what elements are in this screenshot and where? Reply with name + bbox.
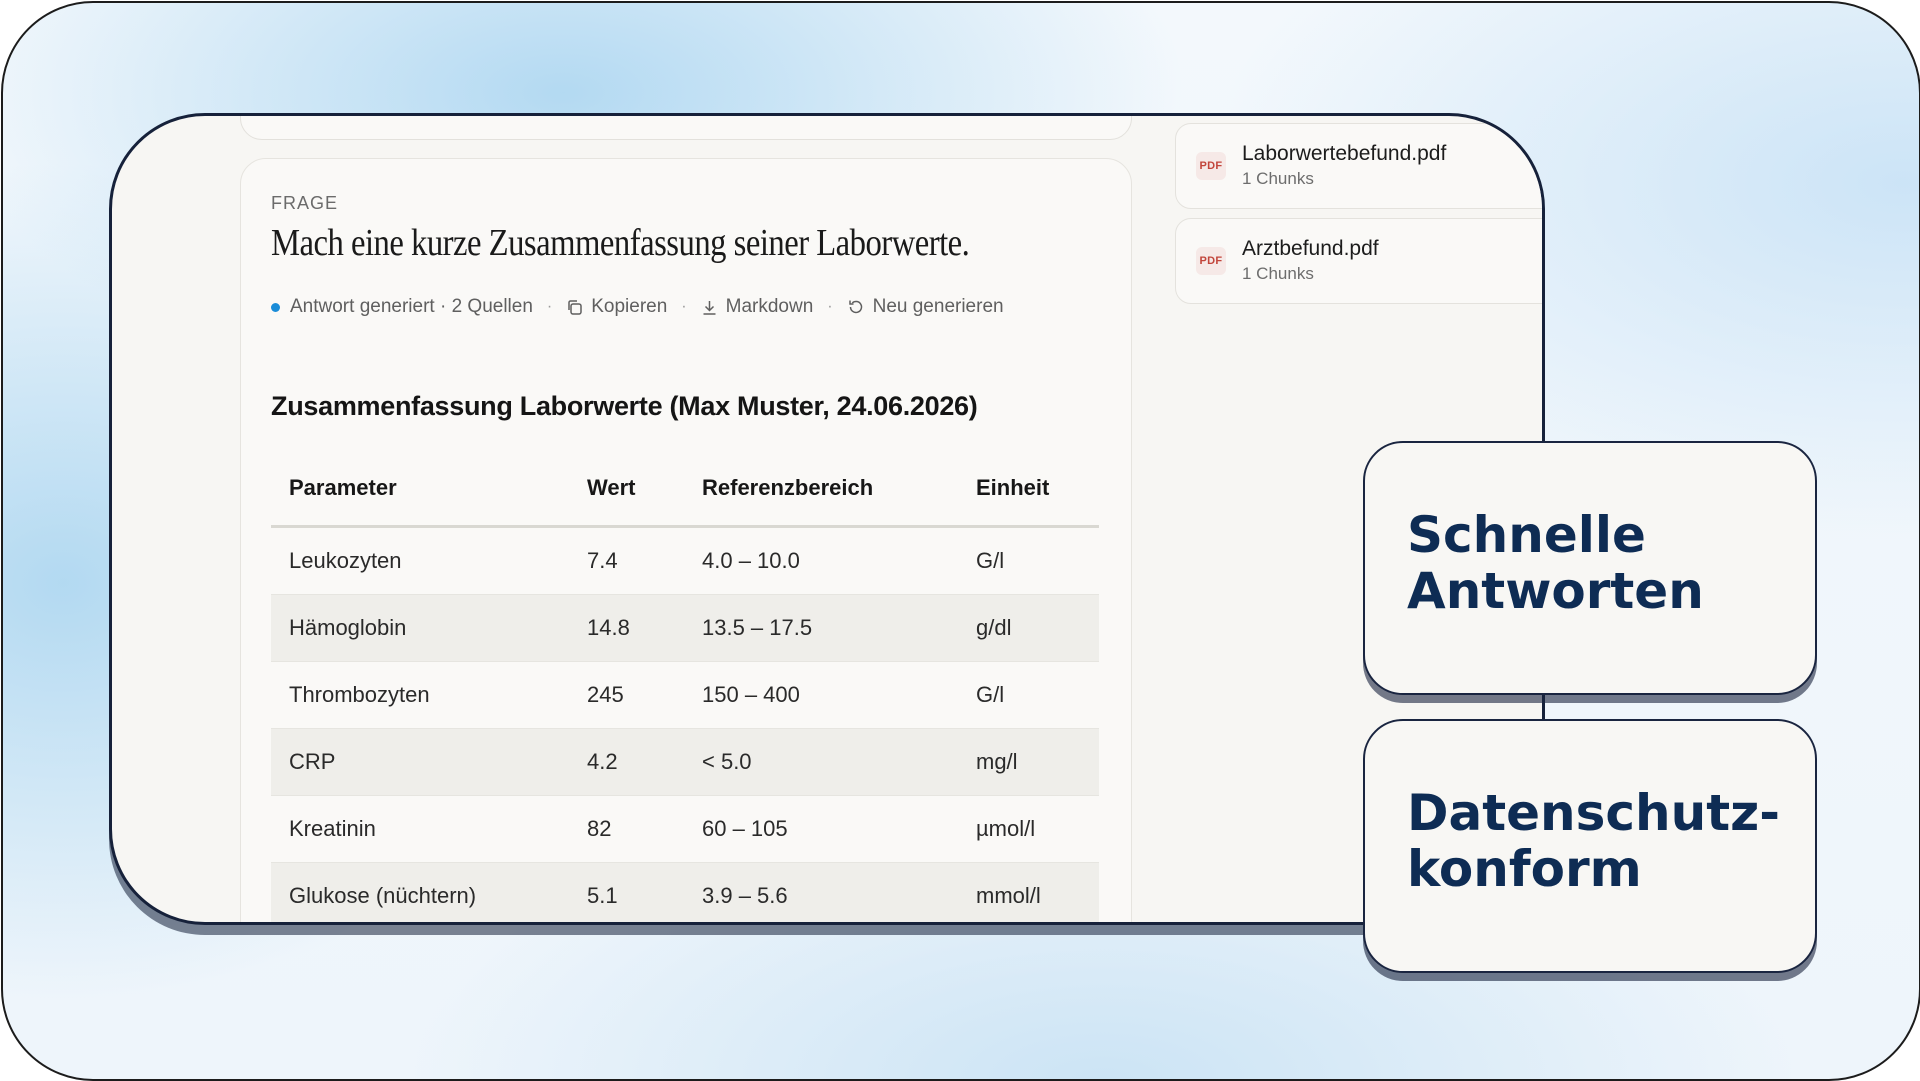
download-icon [701,299,718,316]
markdown-label: Markdown [725,296,814,317]
table-row [271,527,1099,595]
table-cell: G/l [958,662,1099,729]
table-cell: < 5.0 [684,729,958,796]
pdf-file-icon: PDF [1196,152,1226,180]
table-cell: 4.0 – 10.0 [684,527,958,595]
table-row [271,796,1099,863]
answer-meta-row [271,293,1004,321]
table-cell: 245 [569,662,684,729]
source-item[interactable] [1175,218,1545,304]
markdown-button[interactable] [701,296,814,318]
table-row [271,662,1099,729]
table-cell: 14.8 [569,595,684,662]
summary-title: Zusammenfassung Laborwerte (Max Muster, 24.06.2026) [271,391,978,421]
table-cell: Thrombozyten [271,662,569,729]
question-label: FRAGE [271,193,339,213]
answer-status: Antwort generiert · 2 Quellen [290,296,533,317]
feature-title-line: Antworten [1407,562,1704,620]
previous-message-card [240,113,1132,140]
status-dot [271,303,280,312]
source-chunk-count: 1 Chunks [1242,264,1314,283]
source-item[interactable] [1175,123,1545,209]
column-header: Einheit [958,451,1099,527]
table-cell: 7.4 [569,527,684,595]
answer-card [240,158,1132,925]
table-cell: g/dl [958,595,1099,662]
feature-title-line: Schnelle [1407,506,1646,564]
source-chunk-count: 1 Chunks [1242,169,1314,188]
table-cell: G/l [958,527,1099,595]
separator: · [827,298,833,315]
regenerate-button[interactable] [847,296,1004,318]
feature-title-line: konform [1407,840,1642,898]
table-row [271,729,1099,796]
table-cell: CRP [271,729,569,796]
pdf-file-icon: PDF [1196,247,1226,275]
feature-card-privacy [1363,719,1817,973]
question-text: Mach eine kurze Zusammenfassung seiner Laborwerte. [271,222,970,264]
source-file-name: Laborwertebefund.pdf [1242,142,1447,165]
table-cell: 4.2 [569,729,684,796]
table-cell: 13.5 – 17.5 [684,595,958,662]
table-cell: 150 – 400 [684,662,958,729]
table-cell: µmol/l [958,796,1099,863]
background-frame [1,1,1920,1081]
app-window [109,113,1545,925]
separator: · [681,298,687,315]
source-file-name: Arztbefund.pdf [1242,237,1379,260]
table-cell: 82 [569,796,684,863]
table-row [271,595,1099,662]
feature-title-line: Datenschutz- [1407,784,1780,842]
table-cell: Glukose (nüchtern) [271,863,569,926]
table-cell: mmol/l [958,863,1099,926]
refresh-icon [847,298,865,316]
separator: · [546,298,553,315]
feature-card-fast-answers [1363,441,1817,695]
column-header: Parameter [271,451,569,527]
table-cell: 5.1 [569,863,684,926]
copy-button[interactable] [566,296,667,318]
lab-values-table [271,451,1099,925]
table-header-row [271,451,1099,527]
table-cell: mg/l [958,729,1099,796]
table-row [271,863,1099,926]
column-header: Referenzbereich [684,451,958,527]
regenerate-label: Neu generieren [872,296,1004,317]
table-cell: 60 – 105 [684,796,958,863]
table-cell: Leukozyten [271,527,569,595]
copy-label: Kopieren [591,296,668,317]
table-cell: 3.9 – 5.6 [684,863,958,926]
column-header: Wert [569,451,684,527]
table-cell: Kreatinin [271,796,569,863]
copy-icon [566,299,583,316]
table-cell: Hämoglobin [271,595,569,662]
